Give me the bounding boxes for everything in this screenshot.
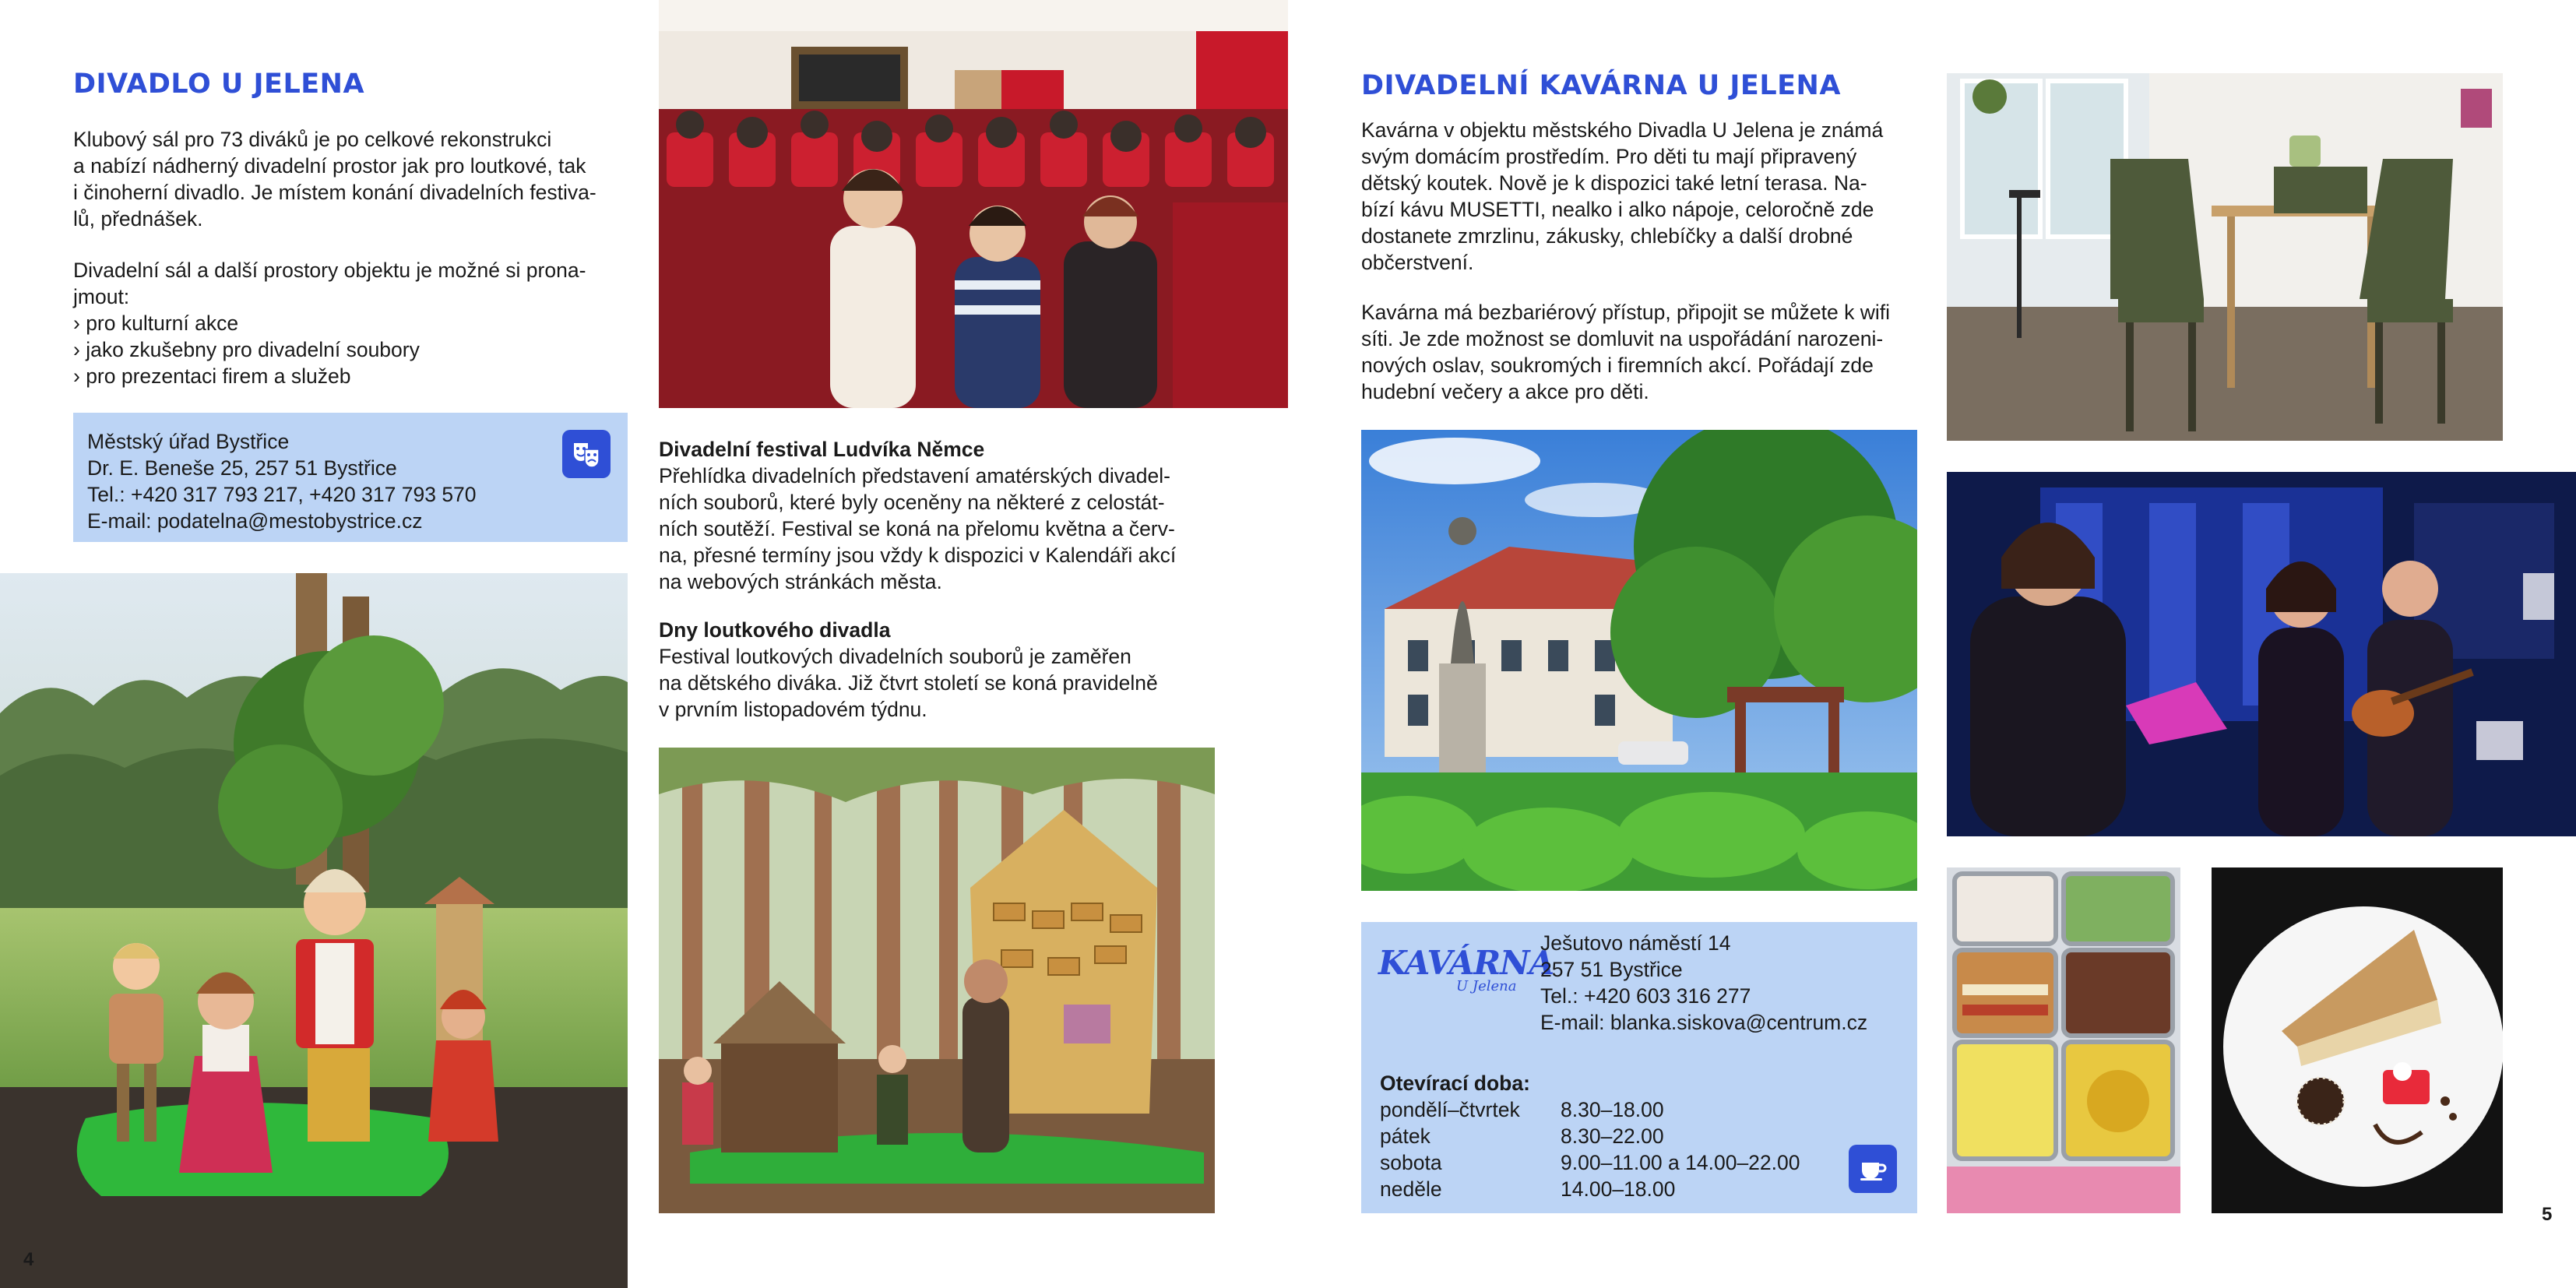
hours-day: sobota xyxy=(1380,1151,1442,1174)
theater-heading: DIVADLO U JELENA xyxy=(73,69,365,100)
cafe-street: Ješutovo náměstí 14 xyxy=(1540,931,1731,955)
hours-day: neděle xyxy=(1380,1177,1442,1201)
hours-row xyxy=(1380,1149,1800,1176)
text-line: na, přesné termíny jsou vždy k dispozici v Kalendáři akcí xyxy=(659,544,1177,567)
list-item: › pro kulturní akce xyxy=(73,310,628,336)
contact-address: Dr. E. Beneše 25, 257 51 Bystřice xyxy=(87,456,397,480)
puppet-house-photo xyxy=(659,748,1215,1213)
hours-day: pátek xyxy=(1380,1124,1431,1148)
cafe-intro xyxy=(1361,117,1916,276)
puppet-days-title: Dny loutkového divadla xyxy=(659,618,891,642)
cafe-email[interactable]: E-mail: blanka.siskova@centrum.cz xyxy=(1540,1011,1868,1034)
text-line: i činoherní divadlo. Je místem konání divadelních festiva- xyxy=(73,181,596,204)
cafe-heading: DIVADELNÍ KAVÁRNA U JELENA xyxy=(1361,70,1841,101)
theater-contact-box xyxy=(73,413,628,542)
text-line: svým domácím prostředím. Pro děti tu mají připravený xyxy=(1361,145,1857,168)
puppet-stage-photo xyxy=(0,573,628,1288)
theater-masks-icon xyxy=(562,430,611,478)
food-tray-photo xyxy=(1947,867,2180,1213)
text-line: Festival loutkových divadelních souborů je zaměřen xyxy=(659,645,1131,668)
hours-row xyxy=(1380,1176,1800,1202)
cafe-city: 257 51 Bystřice xyxy=(1540,958,1683,981)
text-line: ních soutěží. Festival se koná na přelomu května a červ- xyxy=(659,517,1175,540)
text-line: a nabízí nádherný divadelní prostor jak pro loutkové, tak xyxy=(73,154,586,178)
text-line: Přehlídka divadelních představení amatérských divadel- xyxy=(659,464,1170,487)
theater-intro xyxy=(73,126,628,232)
text-line: síti. Je zde možnost se domluvit na uspořádání narozeni- xyxy=(1361,327,1884,350)
page-number-left: 4 xyxy=(23,1249,34,1270)
opening-hours-table xyxy=(1380,1096,1800,1202)
cafe-contact-box xyxy=(1361,922,1917,1213)
festival-title: Divadelní festival Ludvíka Němce xyxy=(659,438,985,461)
hours-title: Otevírací doba: xyxy=(1380,1072,1530,1095)
hours-day: pondělí–čtvrtek xyxy=(1380,1098,1520,1121)
hours-time: 14.00–18.00 xyxy=(1561,1177,1676,1201)
puppet-days-section xyxy=(659,617,1215,723)
cafe-phone: Tel.: +420 603 316 277 xyxy=(1540,984,1751,1008)
dessert-plate-photo xyxy=(2212,867,2503,1213)
logo-main: KAVÁRNA xyxy=(1378,944,1554,982)
garden-statue-photo xyxy=(1361,430,1917,891)
text-line: v prvním listopadovém týdnu. xyxy=(659,698,927,721)
hours-row xyxy=(1380,1096,1800,1123)
hours-time: 9.00–11.00 a 14.00–22.00 xyxy=(1561,1151,1800,1174)
kavarna-logo xyxy=(1378,944,1554,1006)
text-line: na webových stránkách města. xyxy=(659,570,942,593)
hours-row xyxy=(1380,1123,1800,1149)
list-item: › pro prezentaci firem a služeb xyxy=(73,363,628,389)
logo-sub: U Jelena xyxy=(1456,978,1517,994)
music-evening-photo xyxy=(1947,472,2576,836)
text-line: dostanete zmrzlinu, zákusky, chlebíčky a další drobné xyxy=(1361,224,1853,248)
hours-time: 8.30–18.00 xyxy=(1561,1098,1664,1121)
text-line: občerstvení. xyxy=(1361,251,1474,274)
text-line: nových oslav, soukromých i firemních akcí. Pořádají zde xyxy=(1361,354,1874,377)
text-line: jmout: xyxy=(73,285,130,308)
page-number-right: 5 xyxy=(2542,1204,2553,1225)
text-line: Klubový sál pro 73 diváků je po celkové rekonstrukci xyxy=(73,128,552,151)
hours-time: 8.30–22.00 xyxy=(1561,1124,1664,1148)
cafe-interior-photo xyxy=(1947,73,2503,441)
text-line: hudební večery a akce pro děti. xyxy=(1361,380,1649,403)
text-line: na dětského diváka. Již čtvrt století se koná pravidelně xyxy=(659,671,1158,695)
list-item: › jako zkušebny pro divadelní soubory xyxy=(73,336,628,363)
coffee-cup-icon xyxy=(1849,1145,1897,1193)
rental-list xyxy=(73,310,628,389)
text-line: bízí kávu MUSETTI, nealko i alko nápoje, celoročně zde xyxy=(1361,198,1874,221)
text-line: Kavárna má bezbariérový přístup, připojit se můžete k wifi xyxy=(1361,301,1890,324)
audience-photo xyxy=(659,0,1288,408)
contact-name: Městský úřad Bystřice xyxy=(87,430,290,453)
text-line: ních souborů, které byly oceněny na některé z celostát- xyxy=(659,491,1165,514)
text-line: Divadelní sál a další prostory objektu je možné si prona- xyxy=(73,259,586,282)
cafe-access xyxy=(1361,299,1916,405)
text-line: dětský koutek. Nově je k dispozici také letní terasa. Na- xyxy=(1361,171,1867,195)
festival-section xyxy=(659,436,1215,595)
theater-rental xyxy=(73,257,628,389)
contact-phone: Tel.: +420 317 793 217, +420 317 793 570 xyxy=(87,483,477,506)
text-line: Kavárna v objektu městského Divadla U Jelena je známá xyxy=(1361,118,1884,142)
text-line: lů, přednášek. xyxy=(73,207,203,231)
contact-email[interactable]: E-mail: podatelna@mestobystrice.cz xyxy=(87,509,423,533)
